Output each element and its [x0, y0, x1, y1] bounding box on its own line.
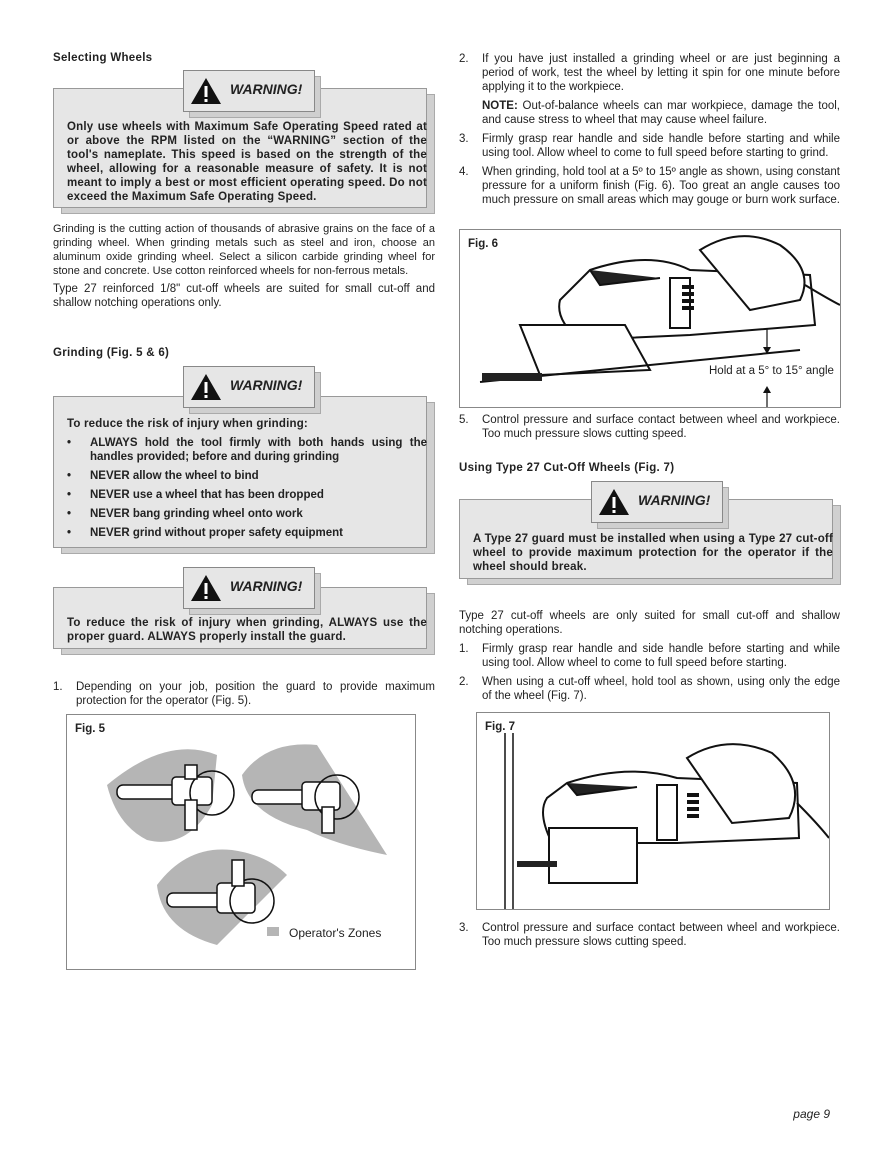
list-item-step-3: 3. Firmly grasp rear handle and side handle before starting and while using tool. Allow wheel to come to full speed before starting to grind. [459, 133, 840, 159]
list-item-cutoff-1: 1. Firmly grasp rear handle and side handle before starting and while using tool. Allow wheel to come to full speed before starting. [459, 643, 840, 669]
warning-text: A Type 27 guard must be installed when using a Type 27 cut-off wheel to provide maximum protection for the operator if the wheel should break. [473, 533, 833, 573]
warning-triangle-icon [190, 77, 222, 105]
section-heading-cutoff-wheels: Using Type 27 Cut-Off Wheels (Fig. 7) [459, 462, 675, 474]
figure-label: Fig. 7 [485, 721, 516, 733]
grinder-angle-illustration [460, 230, 840, 407]
note-out-of-balance: NOTE: Out-of-balance wheels can mar workpiece, damage the tool, and cause stress to wheel that may cause wheel failure. [482, 100, 840, 126]
cutoff-wheel-illustration [477, 713, 829, 909]
figure-caption-angle: Hold at a 5° to 15° angle [709, 365, 834, 377]
paragraph-cutoff-wheels: Type 27 cut-off wheels are only suited for small cut-off and shallow notching operations. [459, 610, 840, 636]
figure-5 [66, 714, 416, 970]
warning-tab [183, 366, 315, 408]
list-item-step-2: 2. If you have just installed a grinding wheel or are just beginning a period of work, test the wheel by letting it spin for one minute before applying it to the workpiece. [459, 53, 840, 93]
warning-triangle-icon [190, 373, 222, 401]
figure-label: Fig. 6 [468, 238, 499, 250]
warning-title: WARNING! [230, 81, 303, 97]
list-item-cutoff-2: 2. When using a cut-off wheel, hold tool as shown, using only the edge of the wheel (Fig. 7). [459, 676, 840, 702]
figure-7 [476, 712, 830, 910]
warning-bullet: • ALWAYS hold the tool firmly with both hands using the handles provided; before and during grinding [67, 437, 427, 463]
warning-text: To reduce the risk of injury when grinding, ALWAYS use the proper guard. ALWAYS properly install the guard. [67, 617, 427, 643]
list-item-step-1: 1. Depending on your job, position the guard to provide maximum protection for the operator (Fig. 5). [53, 681, 435, 707]
warning-title: WARNING! [638, 492, 711, 508]
warning-box-guard [53, 567, 438, 659]
warning-title: WARNING! [230, 377, 303, 393]
list-item-step-4: 4. When grinding, hold tool at a 5º to 15º angle as shown, using constant pressure for a uniform finish (Fig. 6). Too great an angle causes too much pressure on small areas which may gouge or burn work surface. [459, 166, 840, 206]
legend-operators-zones: Operator's Zones [289, 926, 382, 940]
list-item-cutoff-3: 3. Control pressure and surface contact between wheel and workpiece. Too much pressure slows cutting speed. [459, 922, 840, 948]
warning-title: WARNING! [230, 578, 303, 594]
list-item-step-5: 5. Control pressure and surface contact between wheel and workpiece. Too much pressure slows cutting speed. [459, 414, 840, 440]
legend-swatch [267, 927, 279, 936]
warning-triangle-icon [190, 574, 222, 602]
warning-intro: To reduce the risk of injury when grinding: [67, 418, 308, 430]
section-heading-selecting-wheels: Selecting Wheels [53, 52, 153, 64]
warning-tab [183, 70, 315, 112]
figure-label: Fig. 5 [75, 723, 106, 735]
paragraph-type27-reinforced: Type 27 reinforced 1/8" cut-off wheels are suited for small cut-off and shallow notching operations only. [53, 283, 435, 309]
paragraph-grinding-definition: Grinding is the cutting action of thousands of abrasive grains on the face of a grinding wheel. When grinding metals such as steel and iron, choose an aluminum oxide grinding wheel. Select a silicon carbide grinding wheel for stone and concrete. Use cotton reinforced wheels for non-ferrous metals. [53, 223, 435, 277]
warning-tab [183, 567, 315, 609]
warning-tab [591, 481, 723, 523]
page-number: page 9 [793, 1107, 830, 1121]
warning-triangle-icon [598, 488, 630, 516]
section-heading-grinding: Grinding (Fig. 5 & 6) [53, 347, 170, 359]
figure-6 [459, 229, 841, 408]
warning-text: Only use wheels with Maximum Safe Operating Speed rated at or above the RPM listed on the “WARNING” section of the tool's nameplate. This speed is based on the strength of the wheel, allowing for a reasonable measure of safety. It is not meant to imply a best or most efficient operating speed. Do not exceed the Maximum Safe Operating Speed. [67, 121, 427, 203]
